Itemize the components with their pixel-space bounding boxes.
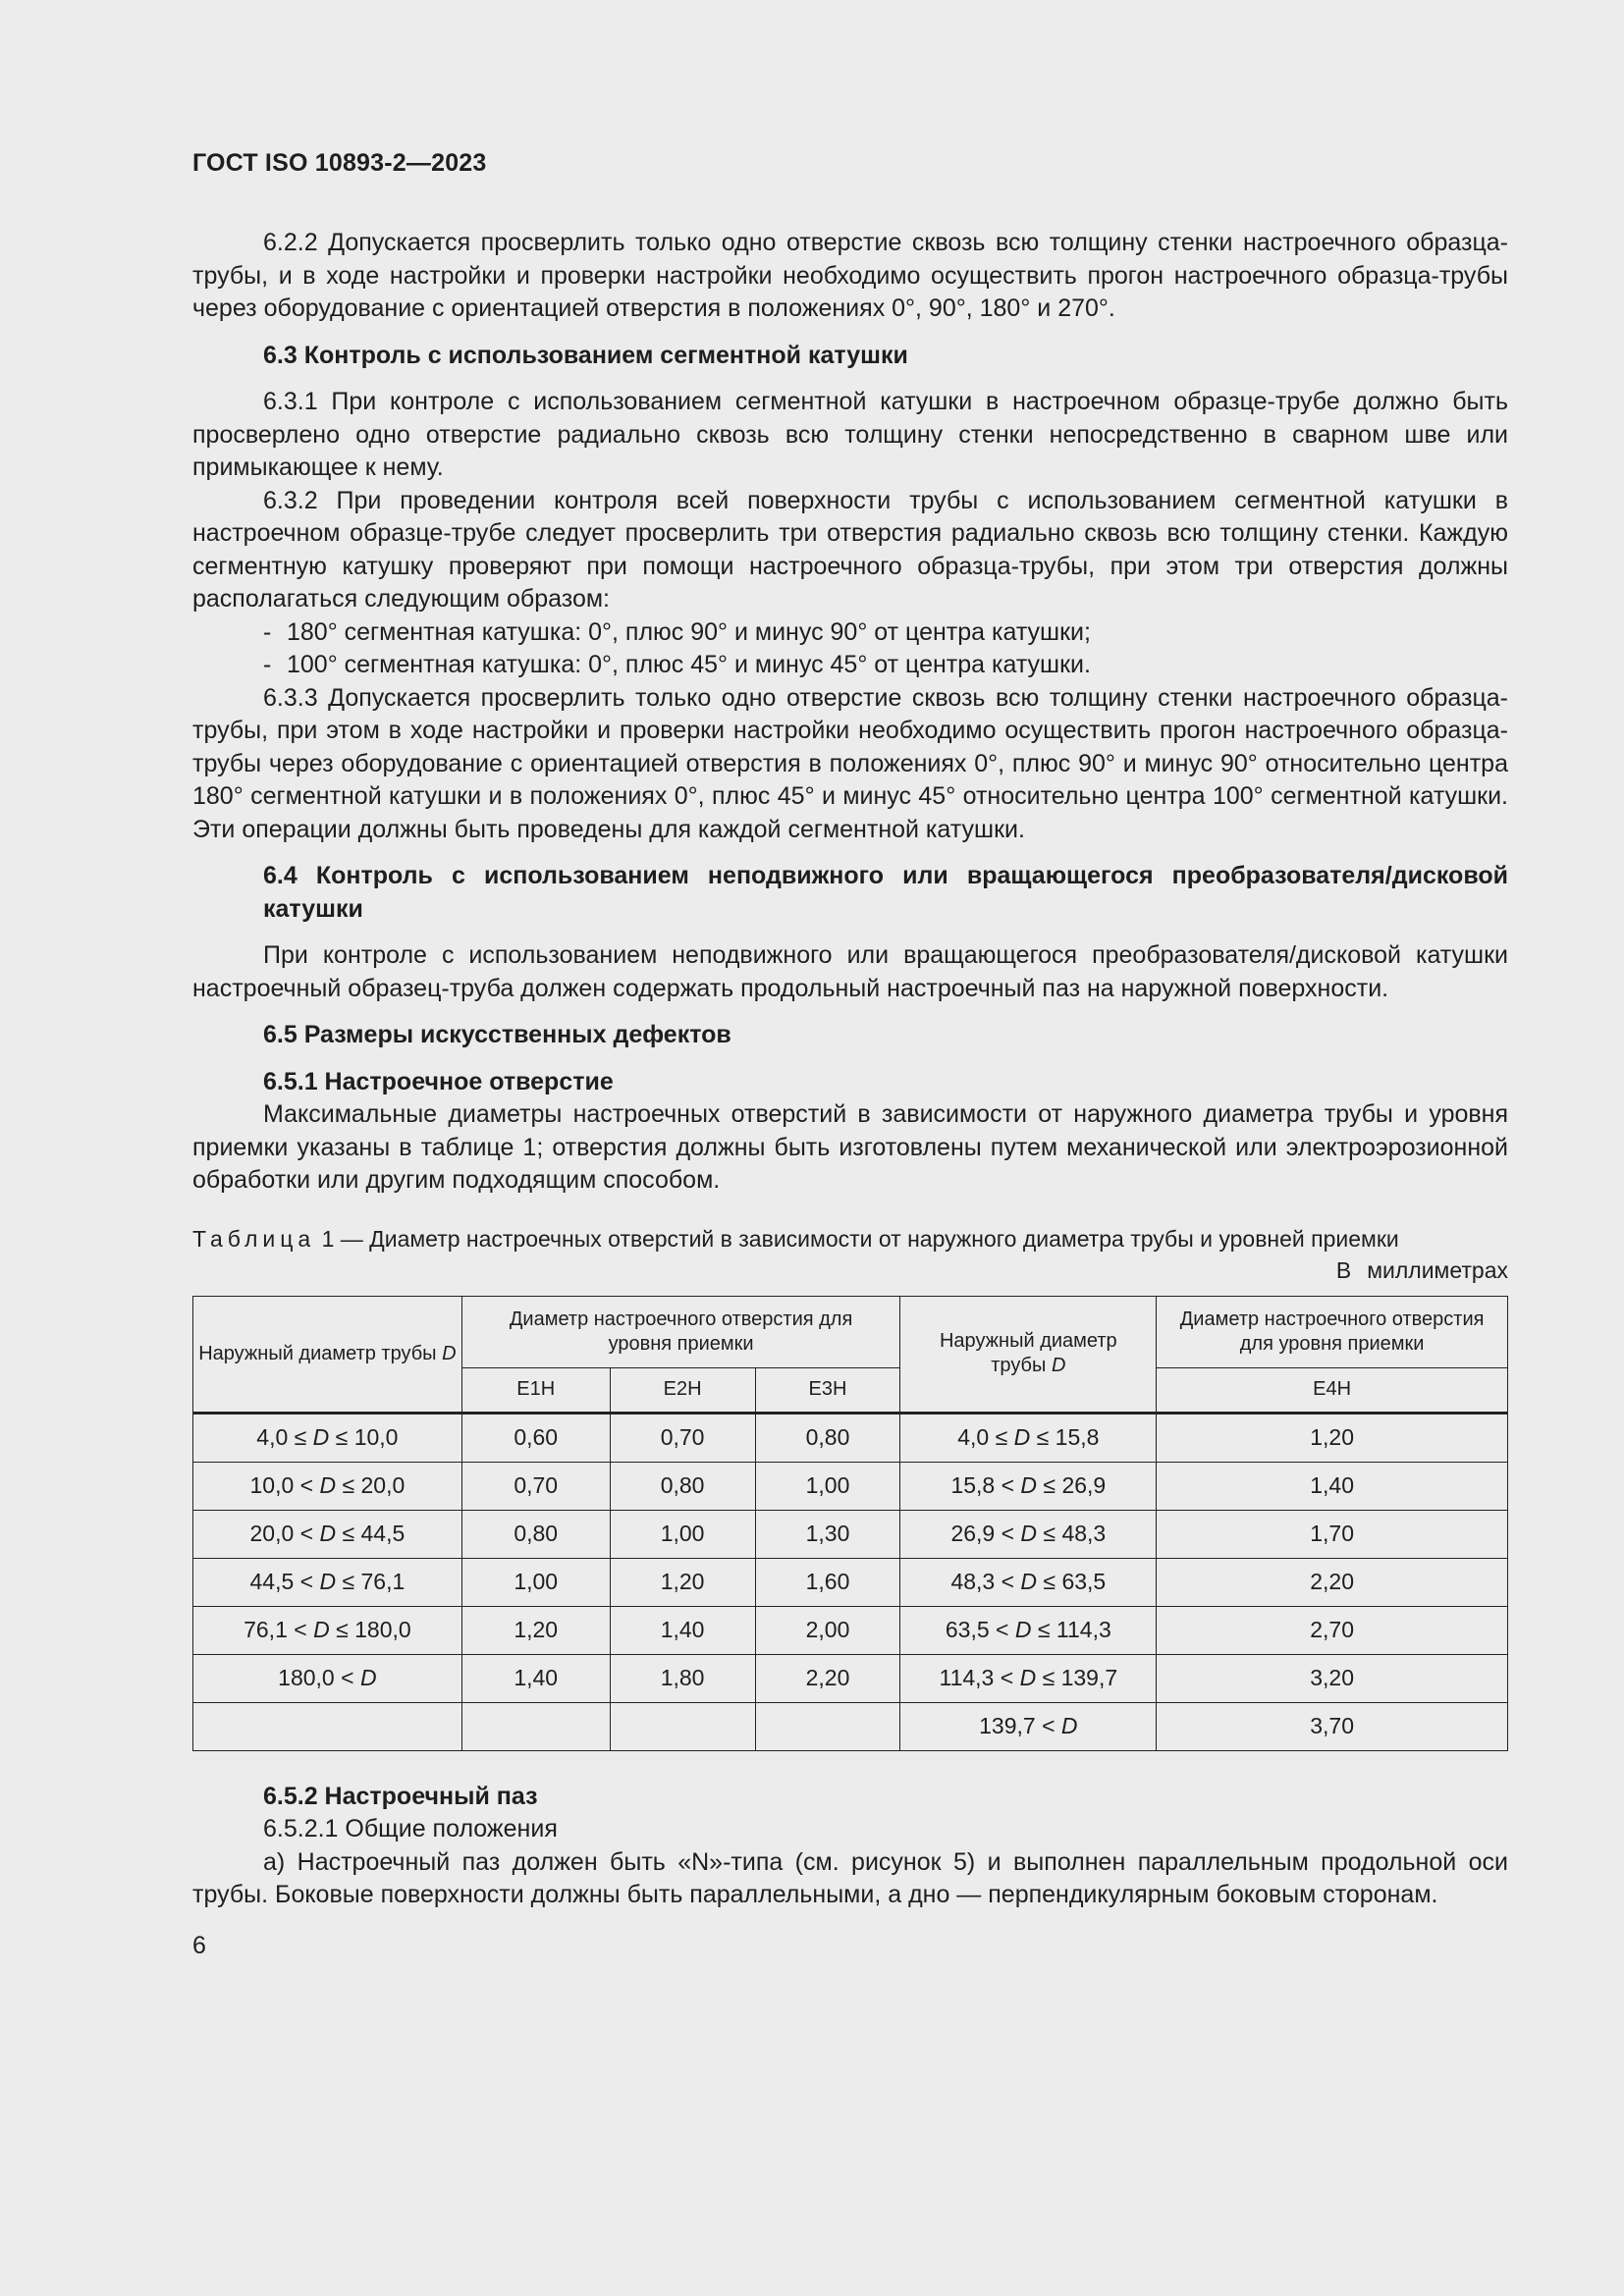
hole-diameter-table: [192, 1296, 1508, 1751]
cell-outer-diameter-range: [193, 1702, 462, 1750]
cell-e2h: [610, 1702, 755, 1750]
cell-e2h: 0,80: [610, 1462, 755, 1510]
table-row: [193, 1654, 1508, 1702]
cell-outer-diameter-range: 10,0 < D ≤ 20,0: [193, 1462, 462, 1510]
cell-e1h: 1,40: [461, 1654, 610, 1702]
paragraph-6-3-3: 6.3.3 Допускается просверлить только одно отверстие сквозь всю толщину стенки настроечного образца-трубы, при этом в ходе настройки и проверки настройки необходимо осуществить прогон настроечного образца-трубы через оборудование с ориентацией отверстия в положениях 0°, плюс 90° и минус 90° относительно центра 180° сегментной катушки и в положениях 0°, плюс 45° и минус 45° относительно центра 100° сегментной катушки. Эти операции должны быть проведены для каждой сегментной катушки.: [192, 683, 1508, 843]
cell-e2h: 1,20: [610, 1558, 755, 1606]
cell-e3h: 2,00: [755, 1606, 900, 1654]
cell-outer-diameter-range: 44,5 < D ≤ 76,1: [193, 1558, 462, 1606]
cell-e2h: 0,70: [610, 1413, 755, 1462]
cell-e4h: 1,40: [1157, 1462, 1508, 1510]
cell-e3h: 0,80: [755, 1413, 900, 1462]
paragraph-6-3-2: 6.3.2 При проведении контроля всей поверхности трубы с использованием сегментной катушки в настроечном образце-трубе следует просверлить три отверстия радиально сквозь всю толщину стенки. Каждую сегментную катушку проверяют при помощи настроечного образца-трубы, при этом три отверстия должны располагаться следующим образом:: [192, 486, 1508, 613]
cell-e3h: [755, 1702, 900, 1750]
cell-e1h: 0,70: [461, 1462, 610, 1510]
cell-e1h: 0,60: [461, 1413, 610, 1462]
subsection-heading-6-5-1: 6.5.1 Настроечное отверстие: [263, 1067, 614, 1095]
header-e2h: E2H: [610, 1367, 755, 1413]
document-header: ГОСТ ISO 10893-2—2023: [192, 149, 487, 177]
cell-outer-diameter-range: 15,8 < D ≤ 26,9: [900, 1462, 1157, 1510]
list-item: - 180° сегментная катушка: 0°, плюс 90° и минус 90° от центра катушки;: [263, 617, 1091, 646]
section-heading-6-3: 6.3 Контроль с использованием сегментной катушки: [263, 341, 908, 369]
header-e4h: E4H: [1157, 1367, 1508, 1413]
table-row: [193, 1606, 1508, 1654]
cell-outer-diameter-range: 48,3 < D ≤ 63,5: [900, 1558, 1157, 1606]
cell-outer-diameter-range: 114,3 < D ≤ 139,7: [900, 1654, 1157, 1702]
header-outer-diameter: Наружный диаметр трубы D: [900, 1296, 1157, 1413]
table-row: [193, 1413, 1508, 1462]
cell-e1h: [461, 1702, 610, 1750]
header-outer-diameter: Наружный диаметр трубы D: [193, 1296, 462, 1413]
cell-e1h: 0,80: [461, 1510, 610, 1558]
table-row: [193, 1462, 1508, 1510]
cell-outer-diameter-range: 63,5 < D ≤ 114,3: [900, 1606, 1157, 1654]
paragraph-6-4: При контроле с использованием неподвижного или вращающегося преобразователя/дисковой катушки настроечный образец-труба должен содержать продольный настроечный паз на наружной поверхности.: [192, 941, 1508, 1002]
paragraph-6-5-1: Максимальные диаметры настроечных отверстий в зависимости от наружного диаметра трубы и уровня приемки указаны в таблице 1; отверстия должны быть изготовлены путем механической или электроэрозионной обработки или другим подходящим способом.: [192, 1100, 1508, 1194]
cell-e2h: 1,40: [610, 1606, 755, 1654]
clause-title-6-5-2-1: 6.5.2.1 Общие положения: [263, 1815, 558, 1842]
paragraph-6-3-1: 6.3.1 При контроле с использованием сегментной катушки в настроечном образце-трубе должно быть просверлено одно отверстие радиально сквозь всю толщину стенки непосредственно в сварном шве или примыкающее к нему.: [192, 388, 1508, 481]
header-hole-diameter: Диаметр настроечного отверстия для уровня приемки: [461, 1296, 900, 1367]
paragraph-6-5-2-1-a: а) Настроечный паз должен быть «N»-типа (см. рисунок 5) и выполнен параллельным продольной оси трубы. Боковые поверхности должны быть параллельными, а дно — перпендикулярным боковым сторонам.: [192, 1847, 1508, 1908]
cell-e4h: 3,70: [1157, 1702, 1508, 1750]
cell-e3h: 2,20: [755, 1654, 900, 1702]
section-heading-6-5: 6.5 Размеры искусственных дефектов: [263, 1021, 731, 1048]
table-caption: Таблица 1 — Диаметр настроечных отверстий в зависимости от наружного диаметра трубы и уровней приемки: [192, 1225, 1399, 1252]
cell-e2h: 1,80: [610, 1654, 755, 1702]
cell-e3h: 1,60: [755, 1558, 900, 1606]
cell-outer-diameter-range: 180,0 < D: [193, 1654, 462, 1702]
table-row: [193, 1558, 1508, 1606]
cell-outer-diameter-range: 4,0 ≤ D ≤ 15,8: [900, 1413, 1157, 1462]
cell-outer-diameter-range: 26,9 < D ≤ 48,3: [900, 1510, 1157, 1558]
cell-e4h: 1,70: [1157, 1510, 1508, 1558]
header-hole-diameter: Диаметр настроечного отверстия для уровня приемки: [1157, 1296, 1508, 1367]
cell-e1h: 1,20: [461, 1606, 610, 1654]
cell-outer-diameter-range: 4,0 ≤ D ≤ 10,0: [193, 1413, 462, 1462]
cell-e4h: 3,20: [1157, 1654, 1508, 1702]
cell-e4h: 2,20: [1157, 1558, 1508, 1606]
page-number: 6: [192, 1931, 206, 1959]
list-item: - 100° сегментная катушка: 0°, плюс 45° и минус 45° от центра катушки.: [263, 651, 1091, 678]
cell-e4h: 2,70: [1157, 1606, 1508, 1654]
table-row: [193, 1702, 1508, 1750]
subsection-heading-6-5-2: 6.5.2 Настроечный паз: [263, 1782, 538, 1810]
section-heading-6-4: 6.4 Контроль с использованием неподвижного или вращающегося преобразователя/дисковой катушки: [263, 862, 1508, 923]
cell-e3h: 1,00: [755, 1462, 900, 1510]
cell-e2h: 1,00: [610, 1510, 755, 1558]
cell-outer-diameter-range: 76,1 < D ≤ 180,0: [193, 1606, 462, 1654]
cell-e3h: 1,30: [755, 1510, 900, 1558]
table-row: [193, 1510, 1508, 1558]
cell-outer-diameter-range: 139,7 < D: [900, 1702, 1157, 1750]
cell-e1h: 1,00: [461, 1558, 610, 1606]
header-e3h: E3H: [755, 1367, 900, 1413]
paragraph-6-2-2: 6.2.2 Допускается просверлить только одно отверстие сквозь всю толщину стенки настроечного образца-трубы, и в ходе настройки и проверки настройки необходимо осуществить прогон настроечного образца-трубы через оборудование с ориентацией отверстия в положениях 0°, 90°, 180° и 270°.: [192, 229, 1508, 322]
table-units: В миллиметрах: [1335, 1256, 1508, 1283]
header-e1h: E1H: [461, 1367, 610, 1413]
cell-outer-diameter-range: 20,0 < D ≤ 44,5: [193, 1510, 462, 1558]
cell-e4h: 1,20: [1157, 1413, 1508, 1462]
